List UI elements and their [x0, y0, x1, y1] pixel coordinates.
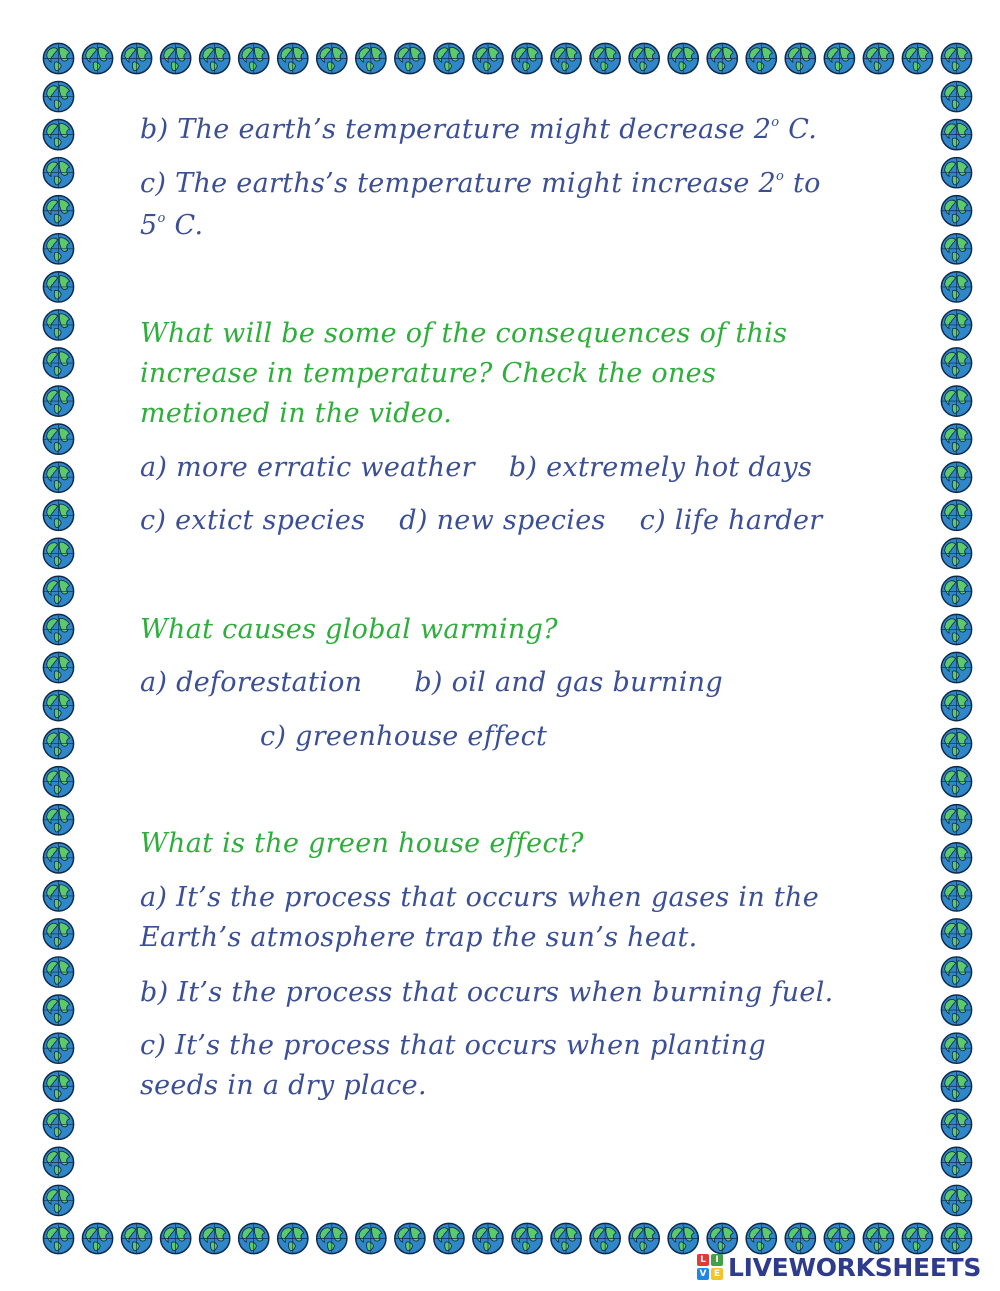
globe-icon — [941, 81, 971, 111]
globe-icon — [43, 310, 73, 340]
globe-icon — [746, 1223, 776, 1253]
globe-icon — [43, 43, 73, 73]
globe-icon — [278, 43, 308, 73]
globe-icon — [43, 690, 73, 720]
q3-options-row1 — [140, 667, 723, 698]
globe-icon — [941, 729, 971, 759]
globe-icon — [356, 1223, 386, 1253]
globe-icon — [941, 234, 971, 264]
globe-icon — [551, 1223, 581, 1253]
globe-icon — [941, 462, 971, 492]
q2-option-b[interactable]: b) extremely hot days — [508, 452, 813, 483]
globe-icon — [941, 576, 971, 606]
globe-icon — [278, 1223, 308, 1253]
globe-icon — [43, 843, 73, 873]
globe-icon — [43, 500, 73, 530]
globe-icon — [941, 196, 971, 226]
globe-icon — [941, 120, 971, 150]
globe-icon — [82, 1223, 112, 1253]
q2-question-line2: increase in temperature? Check the ones — [140, 358, 717, 389]
globe-icon — [941, 1109, 971, 1139]
globe-icon — [941, 500, 971, 530]
globe-icon — [239, 1223, 269, 1253]
q4-option-c-continued[interactable]: seeds in a dry place. — [140, 1070, 427, 1101]
globe-icon — [43, 729, 73, 759]
q2-question-line1: What will be some of the consequences of this — [140, 318, 788, 349]
globe-icon — [941, 158, 971, 188]
globe-icon — [941, 690, 971, 720]
globe-icon — [395, 43, 425, 73]
globe-icon — [43, 386, 73, 416]
globe-icon — [43, 1033, 73, 1063]
globe-icon — [200, 1223, 230, 1253]
globe-icon — [43, 767, 73, 797]
globe-icon — [43, 462, 73, 492]
globe-icon — [668, 43, 698, 73]
globe-icon — [941, 348, 971, 378]
globe-icon — [629, 43, 659, 73]
globe-icon — [590, 43, 620, 73]
globe-icon — [824, 1223, 854, 1253]
q2-option-e[interactable]: c) life harder — [639, 505, 823, 536]
logo-letter-v: V — [697, 1268, 709, 1280]
globe-icon — [317, 43, 347, 73]
q3-option-c[interactable]: c) greenhouse effect — [260, 721, 548, 752]
globe-icon — [941, 1071, 971, 1101]
globe-icon — [941, 272, 971, 302]
globe-icon — [43, 348, 73, 378]
globe-icon — [43, 576, 73, 606]
q3-option-a[interactable]: a) deforestation — [140, 667, 363, 698]
globe-icon — [941, 424, 971, 454]
globe-icon — [941, 43, 971, 73]
globe-icon — [43, 538, 73, 568]
globe-icon — [43, 81, 73, 111]
globe-icon — [941, 767, 971, 797]
globe-icon — [43, 1185, 73, 1215]
liveworksheets-logo-icon — [697, 1254, 723, 1280]
globe-icon — [863, 43, 893, 73]
globe-icon — [512, 43, 542, 73]
globe-icon — [200, 43, 230, 73]
globe-icon — [590, 1223, 620, 1253]
globe-icon — [824, 43, 854, 73]
globe-icon — [941, 614, 971, 644]
globe-icon — [941, 1185, 971, 1215]
globe-icon — [43, 919, 73, 949]
globe-icon — [863, 1223, 893, 1253]
globe-icon — [356, 43, 386, 73]
globe-icon — [82, 43, 112, 73]
globe-icon — [785, 1223, 815, 1253]
q2-options-row1 — [140, 452, 812, 483]
q2-question-line3: metioned in the video. — [140, 398, 453, 429]
globe-icon — [43, 881, 73, 911]
globe-icon — [629, 1223, 659, 1253]
q1-option-b[interactable]: b) The earth’s temperature might decrease 2$^o$ C. — [140, 114, 818, 145]
q3-option-b[interactable]: b) oil and gas burning — [414, 667, 723, 698]
globe-icon — [512, 1223, 542, 1253]
globe-icon — [43, 196, 73, 226]
globe-icon — [43, 120, 73, 150]
q2-option-c[interactable]: c) extict species — [140, 505, 366, 536]
globe-icon — [43, 158, 73, 188]
q3-question: What causes global warming? — [140, 614, 558, 645]
globe-icon — [121, 43, 151, 73]
q4-option-a[interactable]: a) It’s the process that occurs when gases in the — [140, 882, 820, 913]
globe-icon — [941, 995, 971, 1025]
globe-icon — [434, 43, 464, 73]
globe-icon — [43, 1109, 73, 1139]
globe-icon — [941, 310, 971, 340]
globe-icon — [43, 1071, 73, 1101]
logo-letter-i: I — [711, 1254, 723, 1266]
q2-option-a[interactable]: a) more erratic weather — [140, 452, 475, 483]
globe-icon — [395, 1223, 425, 1253]
globe-icon — [941, 1033, 971, 1063]
globe-icon — [239, 43, 269, 73]
globe-icon — [161, 1223, 191, 1253]
globe-icon — [941, 1147, 971, 1177]
globe-icon — [43, 1223, 73, 1253]
q4-option-c[interactable]: c) It’s the process that occurs when planting — [140, 1030, 766, 1061]
globe-icon — [434, 1223, 464, 1253]
globe-icon — [941, 652, 971, 682]
globe-icon — [43, 234, 73, 264]
globe-icon — [668, 1223, 698, 1253]
q1-option-c[interactable]: c) The earths’s temperature might increase 2$^o$ to — [140, 168, 821, 199]
globe-icon — [902, 43, 932, 73]
liveworksheets-logo — [697, 1253, 981, 1281]
globe-icon — [941, 881, 971, 911]
globe-icon — [121, 1223, 151, 1253]
globe-icon — [941, 805, 971, 835]
globe-icon — [941, 1223, 971, 1253]
globe-icon — [902, 1223, 932, 1253]
globe-icon — [941, 919, 971, 949]
globe-icon — [43, 1147, 73, 1177]
globe-icon — [941, 957, 971, 987]
logo-letter-l: L — [697, 1254, 709, 1266]
globe-icon — [551, 43, 581, 73]
q1-option-c-continued[interactable]: 5$^o$ C. — [140, 210, 204, 241]
globe-icon — [941, 386, 971, 416]
globe-icon — [43, 272, 73, 302]
logo-letter-e: E — [711, 1268, 723, 1280]
q4-question: What is the green house effect? — [140, 828, 584, 859]
liveworksheets-name: LIVEWORKSHEETS — [728, 1252, 982, 1282]
globe-icon — [473, 1223, 503, 1253]
q2-option-d[interactable]: d) new species — [399, 505, 606, 536]
globe-icon — [785, 43, 815, 73]
q2-options-row2 — [140, 505, 823, 536]
globe-icon — [941, 538, 971, 568]
globe-icon — [941, 843, 971, 873]
globe-icon — [707, 43, 737, 73]
globe-icon — [43, 995, 73, 1025]
globe-icon — [317, 1223, 347, 1253]
globe-icon — [161, 43, 191, 73]
q4-option-b[interactable]: b) It’s the process that occurs when burning fuel. — [140, 977, 834, 1008]
globe-icon — [43, 614, 73, 644]
globe-icon — [473, 43, 503, 73]
globe-icon — [746, 43, 776, 73]
globe-icon — [43, 957, 73, 987]
globe-icon — [43, 424, 73, 454]
q4-option-a-continued[interactable]: Earth’s atmosphere trap the sun’s heat. — [140, 922, 698, 953]
globe-icon — [43, 652, 73, 682]
globe-icon — [707, 1223, 737, 1253]
globe-icon — [43, 805, 73, 835]
